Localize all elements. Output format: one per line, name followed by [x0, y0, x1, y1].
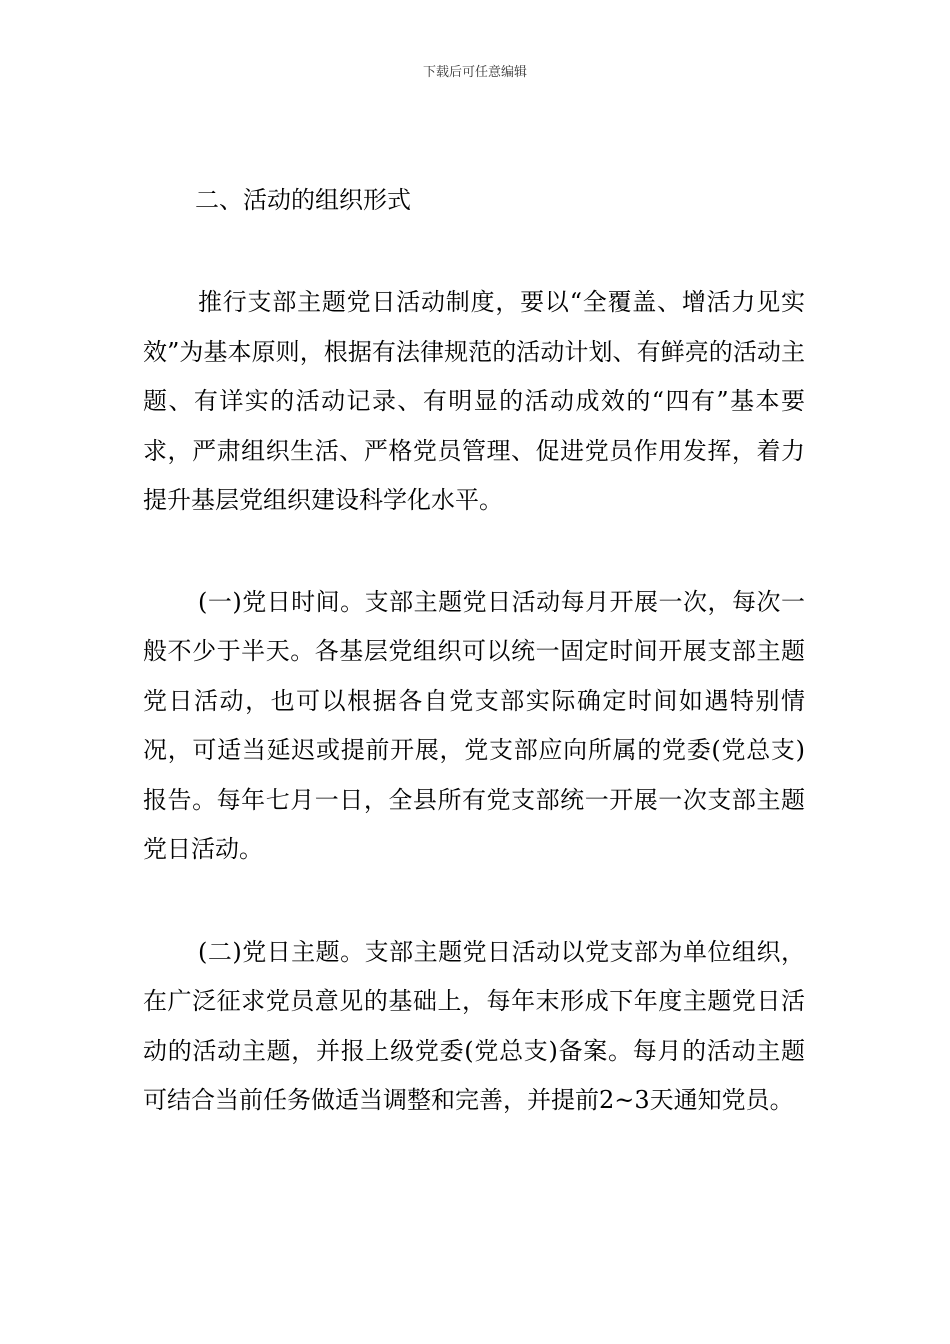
document-body: [143, 175, 805, 1126]
paragraph-party-day-time: (一)党日时间。支部主题党日活动每月开展一次，每次一般不少于半天。各基层党组织可以统一固定时间开展支部主题党日活动，也可以根据各自党支部实际确定时间如遇特别情况，可适当延迟或提前开展，党支部应向所属的党委(党总支)报告。每年七月一日，全县所有党支部统一开展一次支部主题党日活动。: [143, 587, 805, 863]
paragraph-principles: 推行支部主题党日活动制度，要以“全覆盖、增活力见实效”为基本原则，根据有法律规范的活动计划、有鲜亮的活动主题、有详实的活动记录、有明显的活动成效的“四有”基本要求，严肃组织生活、严格党员管理、促进党员作用发挥，着力提升基层党组织建设科学化水平。: [143, 288, 805, 514]
section-heading: 二、活动的组织形式: [195, 186, 411, 214]
page-header-note: 下载后可任意编辑: [422, 65, 527, 80]
paragraph-party-day-theme: (二)党日主题。支部主题党日活动以党支部为单位组织，在广泛征求党员意见的基础上，每年末形成下年度主题党日活动的活动主题，并报上级党委(党总支)备案。每月的活动主题可结合当前任务做适当调整和完善，并提前2~3天通知党员。: [143, 937, 805, 1114]
